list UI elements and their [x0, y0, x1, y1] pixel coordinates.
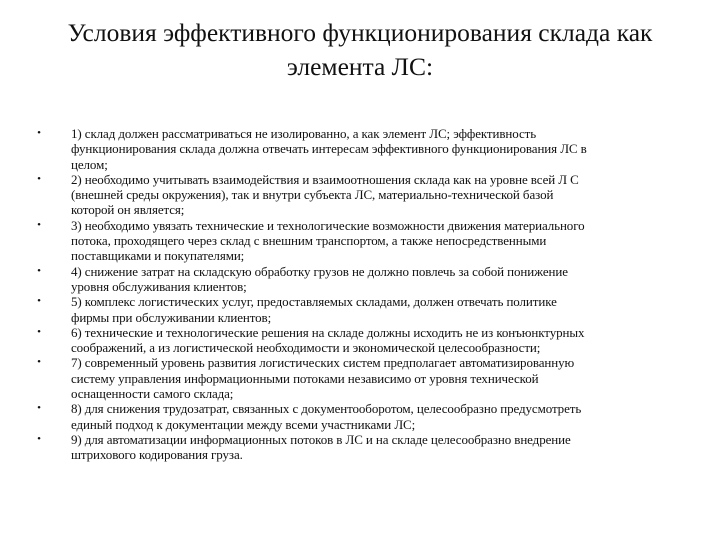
list-item-text — [71, 294, 698, 325]
list-item — [0, 172, 720, 218]
bullet-icon: • — [37, 264, 41, 277]
list-item-line: 4) снижение затрат на складскую обработку грузов не должно повлечь за собой понижение — [71, 263, 568, 279]
list-item-text — [71, 401, 698, 432]
conditions-list — [0, 126, 720, 463]
list-item-line: соображений, а из логистической необходимости и экономической целесообразности; — [71, 340, 541, 356]
list-item-line: уровня обслуживания клиентов; — [71, 278, 247, 294]
list-item-line: 5) комплекс логистических услуг, предоставляемых складами, должен отвечать политике — [71, 294, 557, 310]
list-item — [0, 218, 720, 264]
bullet-icon: • — [37, 218, 41, 231]
list-item-line: штрихового кодирования груза. — [71, 447, 243, 463]
list-item-line: потока, проходящего через склад с внешним транспортом, а также непосредственными — [71, 233, 547, 249]
list-item-text — [71, 218, 698, 264]
slide-title-line-2: элемента ЛС: — [286, 52, 434, 81]
list-item — [0, 401, 720, 432]
list-item — [0, 264, 720, 295]
list-item-line: 3) необходимо увязать технические и технологические возможности движения материального — [71, 217, 585, 233]
list-item-text — [71, 325, 698, 356]
list-item-line: целом; — [71, 156, 108, 172]
bullet-icon: • — [37, 432, 41, 445]
list-item — [0, 294, 720, 325]
list-item — [0, 126, 720, 172]
list-item-text — [71, 172, 698, 218]
list-item-line: 6) технические и технологические решения на складе должны исходить не из конъюнктурных — [71, 324, 585, 340]
list-item-line: 9) для автоматизации информационных потоков в ЛС и на складе целесообразно внедрение — [71, 431, 571, 447]
bullet-icon: • — [37, 295, 41, 308]
list-item-line: (внешней среды окружения), так и внутри субъекта ЛС, материально-технической базой — [71, 187, 554, 203]
list-item-text — [71, 355, 698, 401]
list-item — [0, 432, 720, 463]
bullet-icon: • — [37, 402, 41, 415]
list-item — [0, 355, 720, 401]
bullet-icon: • — [37, 356, 41, 369]
bullet-icon: • — [37, 325, 41, 338]
list-item-text — [71, 126, 698, 172]
list-item-line: единый подход к документации между всеми участниками ЛС; — [71, 416, 416, 432]
list-item-line: фирмы при обслуживании клиентов; — [71, 309, 272, 325]
list-item-line: 2) необходимо учитывать взаимодействия и взаимоотношения склада как на уровне всей Л С — [71, 171, 579, 187]
slide-title-line-1: Условия эффективного функционирования склада как — [67, 18, 653, 47]
list-item-line: оснащенности самого склада; — [71, 386, 234, 402]
list-item-line: которой он является; — [71, 202, 185, 218]
slide-title — [60, 16, 660, 84]
list-item-text — [71, 264, 698, 295]
list-item-line: 7) современный уровень развития логистических систем предполагает автоматизированную — [71, 355, 575, 371]
list-item-line: функционирования склада должна отвечать интересам эффективного функционирования ЛС в — [71, 141, 587, 157]
list-item-text — [71, 432, 698, 463]
list-item-line: поставщиками и покупателями; — [71, 248, 245, 264]
list-item — [0, 325, 720, 356]
list-item-line: систему управления информационными потоками независимо от уровня технической — [71, 370, 539, 386]
bullet-icon: • — [37, 127, 41, 139]
list-item-line: 1) склад должен рассматриваться не изолированно, а как элемент ЛС; эффективность — [71, 126, 537, 141]
list-item-line: 8) для снижения трудозатрат, связанных с документооборотом, целесообразно предусмотреть — [71, 401, 582, 417]
bullet-icon: • — [37, 172, 41, 185]
